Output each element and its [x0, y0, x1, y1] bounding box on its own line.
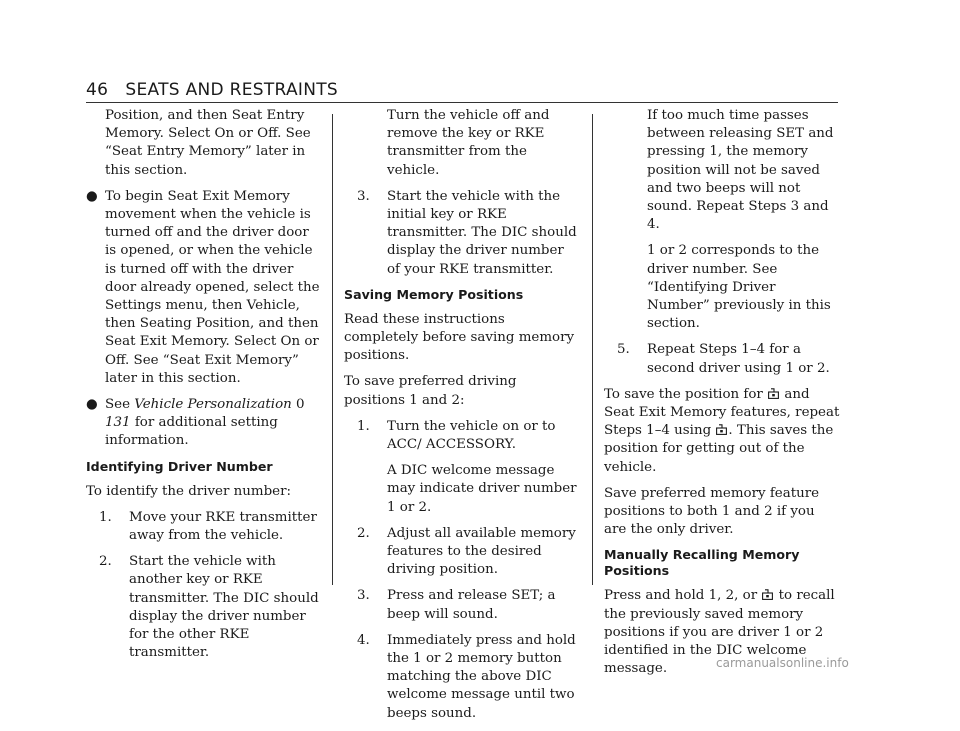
section-heading: Manually Recalling Memory Positions: [604, 547, 800, 579]
paragraph: Turn the vehicle off and remove the key or RKE transmitter from the vehicle.: [387, 108, 550, 178]
paragraph: To save the position for and Seat Exit Memory features, repeat Steps 1–4 using . This saves the position for getting out of the vehicle.: [604, 386, 840, 475]
seat-exit-memory-icon: [762, 589, 773, 600]
numbered-step: 3. Start the vehicle with the initial key or RKE transmitter. The DIC should display the driver number of your RKE transmitter.: [357, 188, 577, 277]
page-number: 46: [86, 80, 109, 100]
step-note: 1 or 2 corresponds to the driver number. See “Identifying Driver Number” previously in this section.: [647, 243, 831, 332]
numbered-step: 1. Move your RKE transmitter away from the vehicle.: [99, 509, 317, 544]
page-ref-arrow-icon: 0: [296, 397, 305, 413]
section-heading: Identifying Driver Number: [86, 458, 273, 474]
paragraph: Read these instructions completely before saving memory positions.: [344, 311, 575, 364]
section-title: SEATS AND RESTRAINTS: [125, 80, 339, 100]
watermark: carmanualsonline.info: [716, 656, 849, 670]
step-note: A DIC welcome message may indicate driver number 1 or 2.: [387, 463, 577, 515]
column-2: [344, 107, 580, 731]
column-divider: [592, 114, 593, 585]
numbered-step: 3. Press and release SET; a beep will sound.: [357, 588, 556, 622]
numbered-step: 2. Adjust all available memory features to the desired driving position.: [357, 525, 576, 578]
numbered-step: 5. Repeat Steps 1–4 for a second driver using 1 or 2.: [617, 342, 830, 376]
cross-reference-link[interactable]: Vehicle Personalization: [134, 397, 292, 413]
page-ref-number[interactable]: 131: [105, 415, 131, 431]
step-note: If too much time passes between releasing SET and pressing 1, the memory position will not be saved and two beeps will not sound. Repeat Steps 3 and 4.: [647, 108, 834, 233]
bullet-item: ● See Vehicle Personalization 0 131 for additional setting information.: [86, 397, 305, 449]
numbered-step: 1. Turn the vehicle on or to ACC/ ACCESSORY.: [357, 418, 556, 453]
bullet-icon: ●: [86, 188, 98, 204]
paragraph: To identify the driver number:: [86, 483, 291, 499]
numbered-step: 4. Immediately press and hold the 1 or 2 memory button matching the above DIC welcome message until two beeps sound.: [357, 632, 576, 721]
section-heading: Saving Memory Positions: [344, 286, 524, 302]
paragraph: Position, and then Seat Entry Memory. Select On or Off. See “Seat Entry Memory” later in this section.: [105, 108, 311, 178]
paragraph: To save preferred driving positions 1 and 2:: [344, 374, 517, 408]
seat-exit-memory-icon: [768, 388, 779, 399]
column-1: [86, 107, 322, 670]
header-rule: [86, 102, 838, 103]
paragraph: Press and hold 1, 2, or to recall the previously saved memory positions if you are driver 1 or 2 identified in the DIC welcome message.: [604, 588, 835, 677]
column-3: [604, 107, 840, 686]
paragraph: Save preferred memory feature positions to both 1 and 2 if you are the only driver.: [604, 485, 820, 538]
seat-exit-memory-icon: [716, 424, 727, 435]
column-divider: [332, 114, 333, 585]
numbered-step: 2. Start the vehicle with another key or RKE transmitter. The DIC should display the driver number for the other RKE transmitter.: [99, 554, 319, 661]
bullet-icon: ●: [86, 397, 98, 413]
bullet-item: ● To begin Seat Exit Memory movement when the vehicle is turned off and the driver door is opened, or when the vehicle is turned off with the driver door already opened, select the Settings menu, then Vehicle, then Seating Position, and then Seat Exit Memory. Select On or Off. See “Seat Exit Memory” later in this section.: [86, 188, 320, 386]
